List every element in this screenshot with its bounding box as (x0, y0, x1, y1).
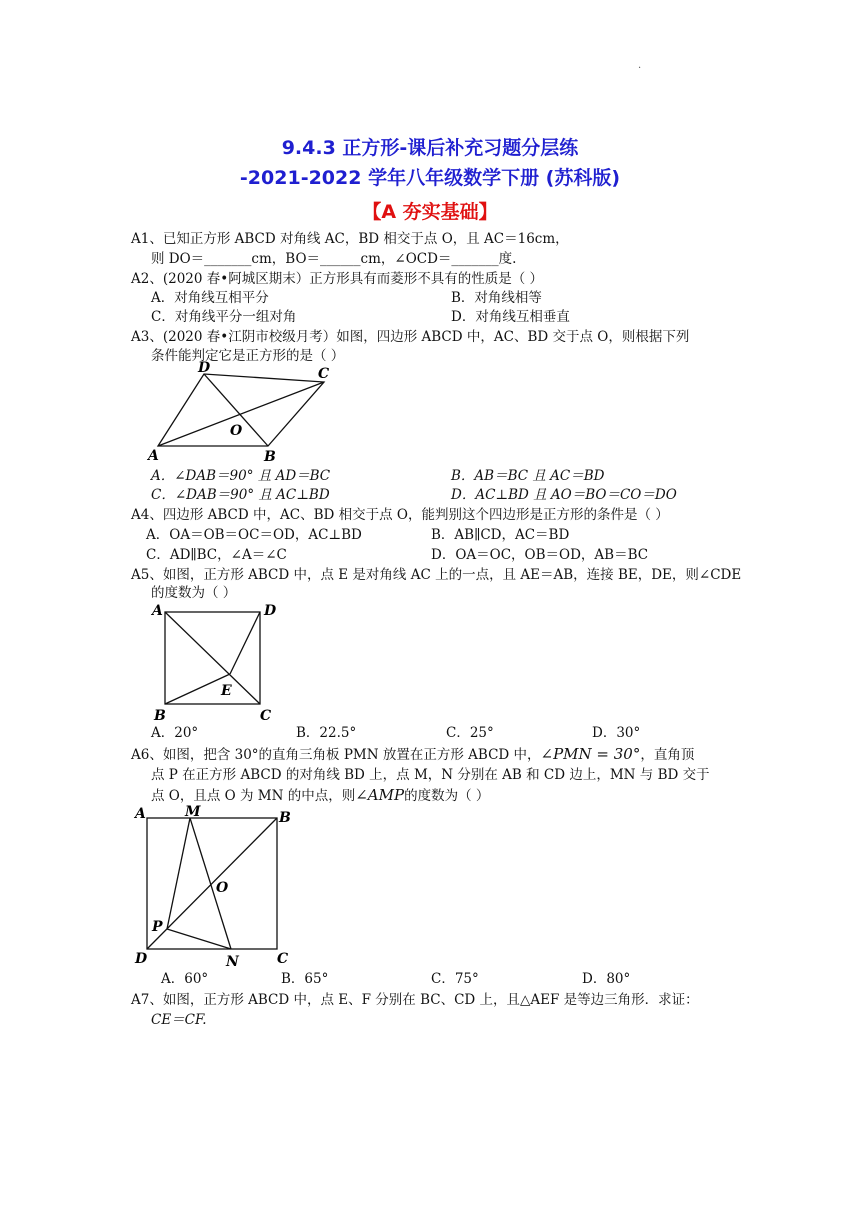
a3-line2: 条件能判定它是正方形的是（ ） (151, 348, 345, 364)
a2-option-b: B．对角线相等 (451, 290, 542, 306)
a3-label-d: D (198, 360, 211, 376)
a6-label-n: N (226, 954, 239, 969)
a2-option-a: A．对角线互相平分 (151, 290, 269, 306)
a3-option-a: A．∠DAB＝90° 且 AD＝BC (151, 468, 331, 484)
a5-option-b: B．22.5° (296, 725, 357, 741)
a5-segment-de (230, 612, 260, 674)
a5-option-a: A．20° (151, 725, 199, 741)
a5-label-d: D (264, 603, 277, 619)
a5-square-figure (148, 600, 278, 724)
a6-label-p: P (152, 919, 163, 935)
a5-label-c: C (260, 708, 272, 724)
a3-line1: A3、(2020 春•江阴市校级月考）如图，四边形 ABCD 中，AC、BD 交于点 O，则根据下列 (131, 329, 690, 345)
a7-line1: A7、如图，正方形 ABCD 中，点 E、F 分别在 BC、CD 上，且△AEF 是等边三角形．求证： (131, 992, 699, 1008)
a5-option-d: D．30° (592, 725, 641, 741)
a5-label-b: B (154, 708, 166, 724)
a3-label-a: A (148, 448, 159, 464)
a2-option-c: C．对角线平分一组对角 (151, 309, 297, 325)
a7-line2: CE＝CF. (151, 1012, 207, 1028)
a4-option-a: A．OA＝OB＝OC＝OD，AC⊥BD (146, 527, 362, 543)
a6-angle-pmn: ∠PMN = 30° (540, 745, 641, 763)
a6-square-figure (130, 803, 296, 969)
a6-line3-tail: 的度数为（ ） (404, 788, 490, 804)
page-subtitle: -2021-2022 学年八年级数学下册 (苏科版) (239, 167, 621, 189)
a3-option-d: D．AC⊥BD 且 AO＝BO＝CO＝DO (451, 487, 677, 503)
a3-label-c: C (318, 366, 330, 382)
page-dot: . (638, 60, 642, 71)
a5-diagonal-ac (165, 612, 260, 704)
a3-option-b: B．AB＝BC 且 AC＝BD (451, 468, 605, 484)
a6-line2: 点 P 在正方形 ABCD 的对角线 BD 上，点 M，N 分别在 AB 和 CD 边上，MN 与 BD 交于 (151, 767, 710, 783)
page-title: 9.4.3 正方形-课后补充习题分层练 (281, 137, 579, 159)
a6-label-m: M (185, 804, 201, 820)
a3-option-c: C．∠DAB＝90° 且 AC⊥BD (151, 487, 330, 503)
a6-label-c: C (277, 951, 289, 967)
a5-line1: A5、如图，正方形 ABCD 中，点 E 是对角线 AC 上的一点，且 AE＝AB，连接 BE，DE，则∠CDE (131, 567, 742, 583)
a6-label-d: D (135, 951, 148, 967)
a2-stem: A2、(2020 春•阿城区期末）正方形具有而菱形不具有的性质是（ ） (131, 271, 544, 287)
a5-line2: 的度数为（ ） (151, 585, 237, 601)
a4-option-c: C．AD∥BC，∠A＝∠C (146, 547, 287, 563)
a6-line3-text: 点 O，且点 O 为 MN 的中点，则 (151, 788, 356, 804)
a6-option-c: C．75° (431, 971, 479, 987)
a3-label-o: O (230, 423, 243, 439)
a1-line1: A1、已知正方形 ABCD 对角线 AC，BD 相交于点 O，且 AC＝16cm， (131, 231, 569, 247)
a4-option-b: B．AB∥CD，AC＝BD (431, 527, 570, 543)
a6-line1-tail: ，直角顶 (640, 747, 695, 763)
a6-line1 (131, 745, 694, 764)
a6-label-o: O (216, 880, 229, 896)
section-heading: 【A 夯实基础】 (362, 201, 498, 223)
a6-line1-text: A6、如图，把含 30°的直角三角板 PMN 放置在正方形 ABCD 中， (131, 747, 541, 763)
a6-diagonal-bd (147, 818, 277, 949)
a6-segment-pn (167, 929, 231, 949)
a1-line2: 则 DO＝_______cm，BO＝______cm，∠OCD＝_______度. (151, 251, 517, 267)
a6-label-b: B (279, 810, 291, 826)
a6-option-b: B．65° (281, 971, 329, 987)
a4-option-d: D．OA＝OC，OB＝OD，AB＝BC (431, 547, 649, 563)
a6-angle-amp: ∠AMP (355, 786, 405, 804)
a3-parallelogram-figure (146, 360, 346, 466)
a5-option-c: C．25° (446, 725, 494, 741)
a3-label-b: B (264, 449, 276, 465)
a6-segment-mp (167, 818, 190, 929)
a4-stem: A4、四边形 ABCD 中，AC、BD 相交于点 O，能判别这个四边形是正方形的条件是（ ） (131, 507, 669, 523)
a5-label-e: E (221, 683, 232, 699)
a6-option-d: D．80° (582, 971, 631, 987)
a6-label-a: A (135, 806, 146, 822)
a6-option-a: A．60° (161, 971, 209, 987)
a5-label-a: A (152, 603, 163, 619)
a2-option-d: D．对角线互相垂直 (451, 309, 570, 325)
